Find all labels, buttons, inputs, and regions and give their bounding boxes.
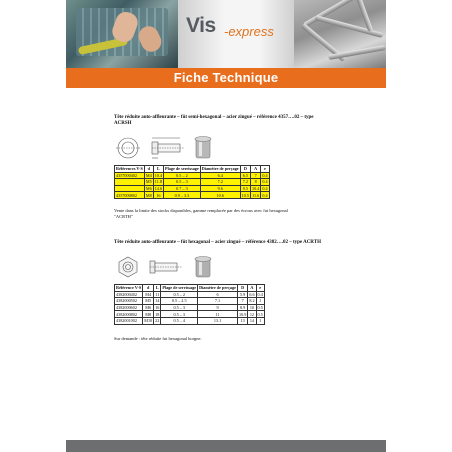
cell-e: 0.4 <box>257 291 263 297</box>
cell-ref <box>115 179 145 186</box>
cell-d: M6 <box>145 186 152 192</box>
col-header: e <box>261 166 269 173</box>
col-header: Diamètre de perçage <box>199 285 236 291</box>
section2-note: Sur demande : tête réduite fut hexagonal borgne. <box>114 336 202 341</box>
cell-e: 0.4 <box>262 172 268 178</box>
cell-e: 1 <box>256 317 264 324</box>
col-header: L <box>153 166 163 173</box>
section2-table <box>114 284 265 325</box>
table-header-row <box>115 166 270 173</box>
table-row <box>115 179 270 186</box>
cell-diam: 6 <box>198 291 238 298</box>
section1-title <box>114 115 354 127</box>
col-header: Plage de serrissage <box>165 166 199 172</box>
cell-d: M8 <box>145 192 152 198</box>
cell-l: 16 <box>153 192 163 199</box>
cell-plage: 0.7 – 3 <box>164 185 201 192</box>
col-header: d <box>143 285 154 292</box>
footer-bar <box>66 440 386 452</box>
cell-d: M10 <box>144 318 153 324</box>
table-row <box>115 172 270 179</box>
cell-e: 0.5 <box>257 305 263 311</box>
cell-e: 0.4 <box>262 192 268 198</box>
col-header: A <box>248 285 256 292</box>
cell-D: 8.9 <box>237 304 247 311</box>
cell-diam: 6.4 <box>200 172 240 179</box>
cell-ref: 4382001002 <box>115 317 143 324</box>
col-header: Référence V-S <box>116 285 142 291</box>
cell-A: 8.2 <box>249 298 255 304</box>
cell-plage: 0.5 – 3 <box>161 311 198 318</box>
cell-d: M4 <box>143 291 154 298</box>
cell-plage: 0.5 – 2 <box>161 291 198 298</box>
section1-title-line2: ACRSH <box>114 121 132 126</box>
tools-photo <box>66 0 178 68</box>
col-header: d <box>144 166 153 173</box>
cell-d: M5 <box>145 179 152 185</box>
section2-product-drawing <box>114 254 224 280</box>
cell-diam: 11 <box>198 311 238 318</box>
cell-D: 10.9 <box>238 311 247 317</box>
col-header: L <box>154 285 161 292</box>
technical-sheet-page <box>66 0 386 452</box>
col-header: e <box>256 285 264 292</box>
section1-note-line2: "ACRTH" <box>114 213 133 219</box>
cell-ref: 4382000402 <box>115 291 143 298</box>
table-row <box>115 298 265 305</box>
cell-l: 22 <box>155 318 160 324</box>
cell-plage: 0.5 – 3 <box>161 304 198 311</box>
section1-title-line1: Tête réduite auto-affleurante – fût semi-hexagonal – acier zingué – référence 4357….02 – type <box>114 115 314 120</box>
cell-e: 0.4 <box>262 179 268 185</box>
brand-logo <box>178 0 294 68</box>
brand-name-accent: -express <box>224 24 274 39</box>
cell-A: 7 <box>251 172 261 179</box>
cell-D: 9.5 <box>240 185 250 192</box>
cell-d: M4 <box>145 172 152 178</box>
cell-A: 14 <box>248 317 256 324</box>
cell-e: 0.4 <box>262 186 268 192</box>
header-banner <box>66 0 386 68</box>
cell-ref: 4382000802 <box>115 311 143 318</box>
cell-diam: 10.6 <box>200 192 240 199</box>
cell-D: 5.9 <box>237 291 247 298</box>
section1-product-drawing <box>114 134 224 162</box>
cell-l: 11 <box>155 291 160 297</box>
cell-plage: 0.5 – 2 <box>164 172 201 179</box>
cell-D: 6.5 <box>240 172 250 179</box>
cell-plage: 0.9 – 3.3 <box>164 192 201 199</box>
cell-A: 6.6 <box>249 291 255 297</box>
fiche-technique-banner: Fiche Technique <box>66 68 386 88</box>
cell-A: 11.6 <box>252 192 260 198</box>
section1-note <box>114 208 354 219</box>
table-row <box>115 185 270 192</box>
cell-D: 13 <box>237 317 247 324</box>
cell-A: 10 <box>248 304 256 311</box>
section2-title: Tête réduite auto-affleurante – fût hexagonal – acier zingué – référence 4382….02 – type ACRTH <box>114 240 321 245</box>
cell-diam: 7.2 <box>200 179 240 186</box>
cell-d: M8 <box>143 311 154 318</box>
cell-D: 10.5 <box>241 192 249 198</box>
col-header: D <box>240 166 250 173</box>
section1-table <box>114 165 270 199</box>
table-row <box>115 317 265 324</box>
table-row <box>115 311 265 318</box>
cell-l: 14.6 <box>154 186 163 192</box>
cell-ref <box>115 185 145 192</box>
cell-d: M5 <box>143 298 154 305</box>
cell-plage: 0.5 – 3 <box>164 179 201 186</box>
col-header: Références V-S <box>116 166 143 172</box>
screws-photo <box>294 0 386 68</box>
cell-D: 7.2 <box>240 179 250 186</box>
cell-l: 10.4 <box>154 172 163 178</box>
cell-A: 10.4 <box>252 186 260 192</box>
cell-l: 14 <box>155 298 160 304</box>
cell-D: 7 <box>237 298 247 305</box>
table-row <box>115 304 265 311</box>
cell-ref: 4382000502 <box>115 298 143 305</box>
cell-l: 11.8 <box>154 179 162 185</box>
cell-diam: 9.6 <box>200 185 240 192</box>
cell-plage: 0.5 – 4 <box>161 317 198 324</box>
cell-d: M6 <box>143 304 154 311</box>
cell-plage: 0.5 – 2.5 <box>161 298 198 305</box>
cell-diam: 13.1 <box>198 317 238 324</box>
section1-note-line1: Vente dans la limite des stocks disponibles, gamme remplacée par des écrous avec fut hexagonal <box>114 208 288 213</box>
table-row <box>115 192 270 199</box>
col-header: D <box>237 285 247 292</box>
brand-name-main: Vis <box>186 14 216 37</box>
cell-A: 12 <box>248 311 256 318</box>
cell-ref: 4382000602 <box>115 304 143 311</box>
table-row <box>115 291 265 298</box>
cell-A: 8 <box>251 179 261 186</box>
col-header: Diamètre de perçage <box>201 166 239 172</box>
cell-l: 16 <box>155 305 160 311</box>
cell-diam: 9 <box>198 304 238 311</box>
cell-e: 0.5 <box>257 311 263 317</box>
cell-diam: 7.1 <box>198 298 238 305</box>
col-header: A <box>251 166 261 173</box>
cell-ref: 4357000802 <box>115 192 145 199</box>
table-header-row <box>115 285 265 292</box>
cell-ref: 4357000402 <box>115 172 145 179</box>
cell-e: 1 <box>256 298 264 305</box>
cell-l: 18 <box>155 311 160 317</box>
col-header: Plage de serrissage <box>162 285 197 291</box>
